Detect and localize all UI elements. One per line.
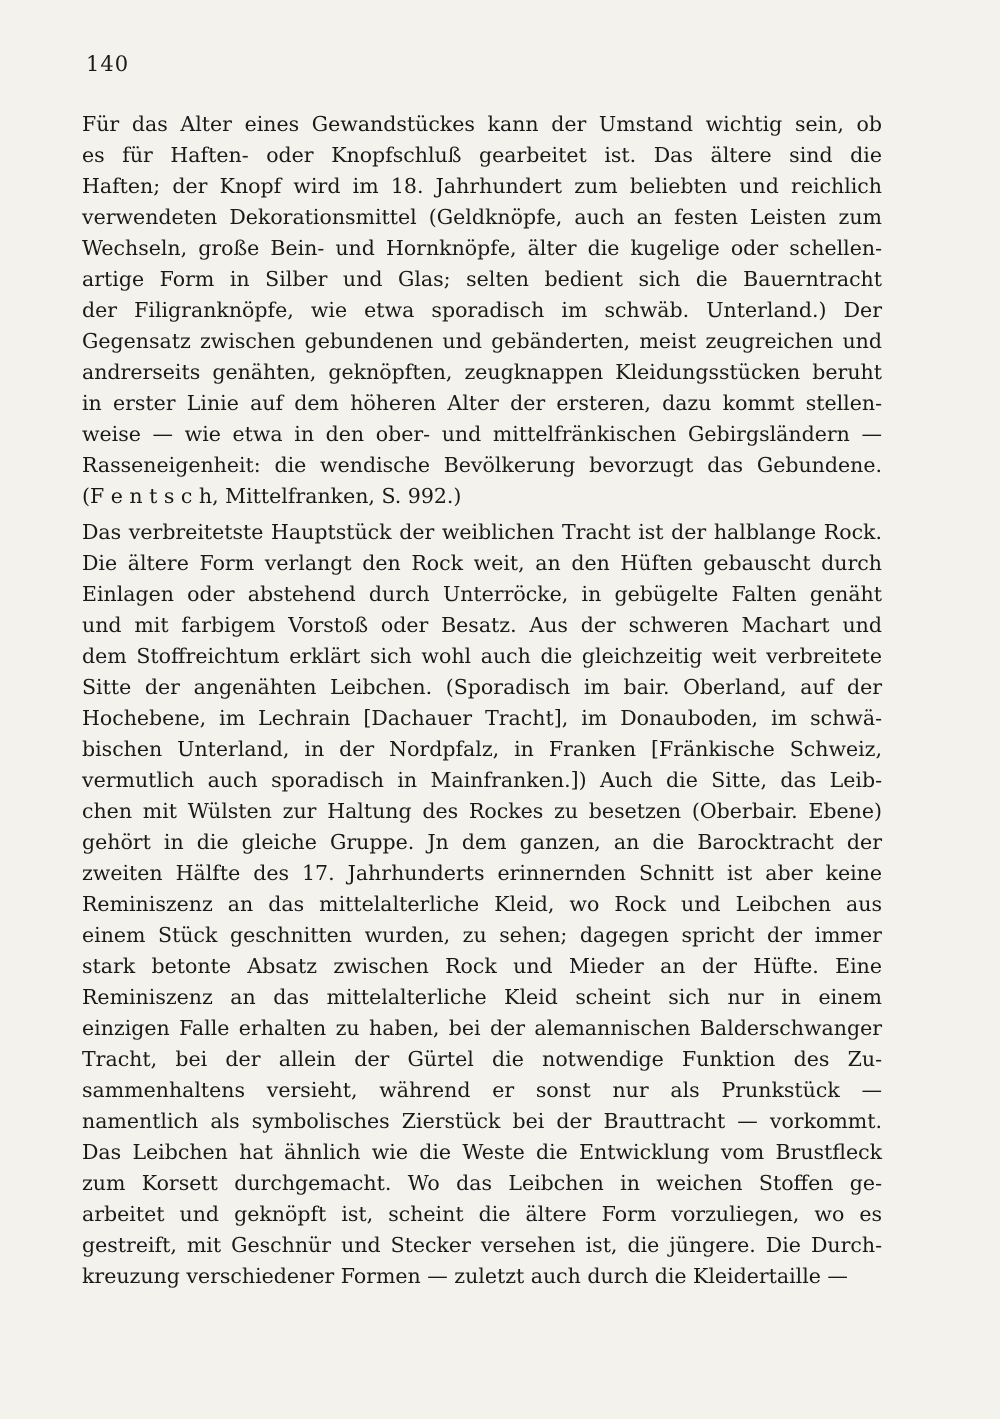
text-line: Wechseln, große Bein- und Hornknöpfe, älter die kugelige oder schellen- xyxy=(82,236,882,260)
text-line: einem Stück geschnitten wurden, zu sehen; dagegen spricht der immer xyxy=(82,923,882,947)
text-line: Für das Alter eines Gewandstückes kann der Umstand wichtig sein, ob xyxy=(82,112,882,136)
text-line: und mit farbigem Vorstoß oder Besatz. Aus der schweren Machart und xyxy=(82,613,882,637)
text-line: zum Korsett durchgemacht. Wo das Leibchen in weichen Stoffen ge- xyxy=(82,1171,882,1195)
text-line: bischen Unterland, in der Nordpfalz, in Franken [Fränkische Schweiz, xyxy=(82,737,882,761)
text-line: arbeitet und geknöpft ist, scheint die ältere Form vorzuliegen, wo es xyxy=(82,1202,882,1226)
text-line: chen mit Wülsten zur Haltung des Rockes zu besetzen (Oberbair. Ebene) xyxy=(82,799,882,823)
text-line: Tracht, bei der allein der Gürtel die notwendige Funktion des Zu- xyxy=(82,1047,882,1071)
text-line: namentlich als symbolisches Zierstück bei der Brauttracht — vorkommt. xyxy=(82,1109,882,1133)
text-line: zweiten Hälfte des 17. Jahrhunderts erinnernden Schnitt ist aber keine xyxy=(82,861,882,885)
text-line: Haften; der Knopf wird im 18. Jahrhundert zum beliebten und reichlich xyxy=(82,174,882,198)
text-line: sammenhaltens versieht, während er sonst nur als Prunkstück — xyxy=(82,1078,882,1102)
text-line: Einlagen oder abstehend durch Unterröcke, in gebügelte Falten genäht xyxy=(82,582,882,606)
paragraph-2 xyxy=(82,517,882,1292)
text-line: Gegensatz zwischen gebundenen und gebänderten, meist zeugreichen und xyxy=(82,329,882,353)
text-line: dem Stoffreichtum erklärt sich wohl auch die gleichzeitig weit verbreitete xyxy=(82,644,882,668)
page-number: 140 xyxy=(86,52,130,76)
text-line: stark betonte Absatz zwischen Rock und Mieder an der Hüfte. Eine xyxy=(82,954,882,978)
text-line: Das verbreitetste Hauptstück der weiblichen Tracht ist der halblange Rock. xyxy=(82,520,882,544)
paragraph-1 xyxy=(82,109,882,512)
text-line: artige Form in Silber und Glas; selten bedient sich die Bauerntracht xyxy=(82,267,882,291)
text-line: vermutlich auch sporadisch in Mainfranken.]) Auch die Sitte, das Leib- xyxy=(82,768,882,792)
text-line: gehört in die gleiche Gruppe. Jn dem ganzen, an die Barocktracht der xyxy=(82,830,882,854)
text-line: verwendeten Dekorationsmittel (Geldknöpfe, auch an festen Leisten zum xyxy=(82,205,882,229)
text-line: einzigen Falle erhalten zu haben, bei der alemannischen Balderschwanger xyxy=(82,1016,882,1040)
text-line: Hochebene, im Lechrain [Dachauer Tracht], im Donauboden, im schwä- xyxy=(82,706,882,730)
text-line: weise — wie etwa in den ober- und mittelfränkischen Gebirgsländern — xyxy=(82,422,882,446)
text-line: gestreift, mit Geschnür und Stecker versehen ist, die jüngere. Die Durch- xyxy=(82,1233,882,1257)
text-line: Sitte der angenähten Leibchen. (Sporadisch im bair. Oberland, auf der xyxy=(82,675,882,699)
text-line: in erster Linie auf dem höheren Alter der ersteren, dazu kommt stellen- xyxy=(82,391,882,415)
text-line: andrerseits genähten, geknöpften, zeugknappen Kleidungsstücken beruht xyxy=(82,360,882,384)
text-line: Rasseneigenheit: die wendische Bevölkerung bevorzugt das Gebundene. xyxy=(82,453,882,477)
text-line: kreuzung verschiedener Formen — zuletzt auch durch die Kleidertaille — xyxy=(82,1264,848,1288)
text-line: Das Leibchen hat ähnlich wie die Weste die Entwicklung vom Brustfleck xyxy=(82,1140,882,1164)
text-line: Reminiszenz an das mittelalterliche Kleid, wo Rock und Leibchen aus xyxy=(82,892,882,916)
text-line: der Filigranknöpfe, wie etwa sporadisch im schwäb. Unterland.) Der xyxy=(82,298,882,322)
text-line: Die ältere Form verlangt den Rock weit, an den Hüften gebauscht durch xyxy=(82,551,882,575)
text-line: es für Haften- oder Knopfschluß gearbeitet ist. Das ältere sind die xyxy=(82,143,882,167)
text-line: Reminiszenz an das mittelalterliche Kleid scheint sich nur in einem xyxy=(82,985,882,1009)
text-line: (F e n t s c h, Mittelfranken, S. 992.) xyxy=(82,484,462,508)
